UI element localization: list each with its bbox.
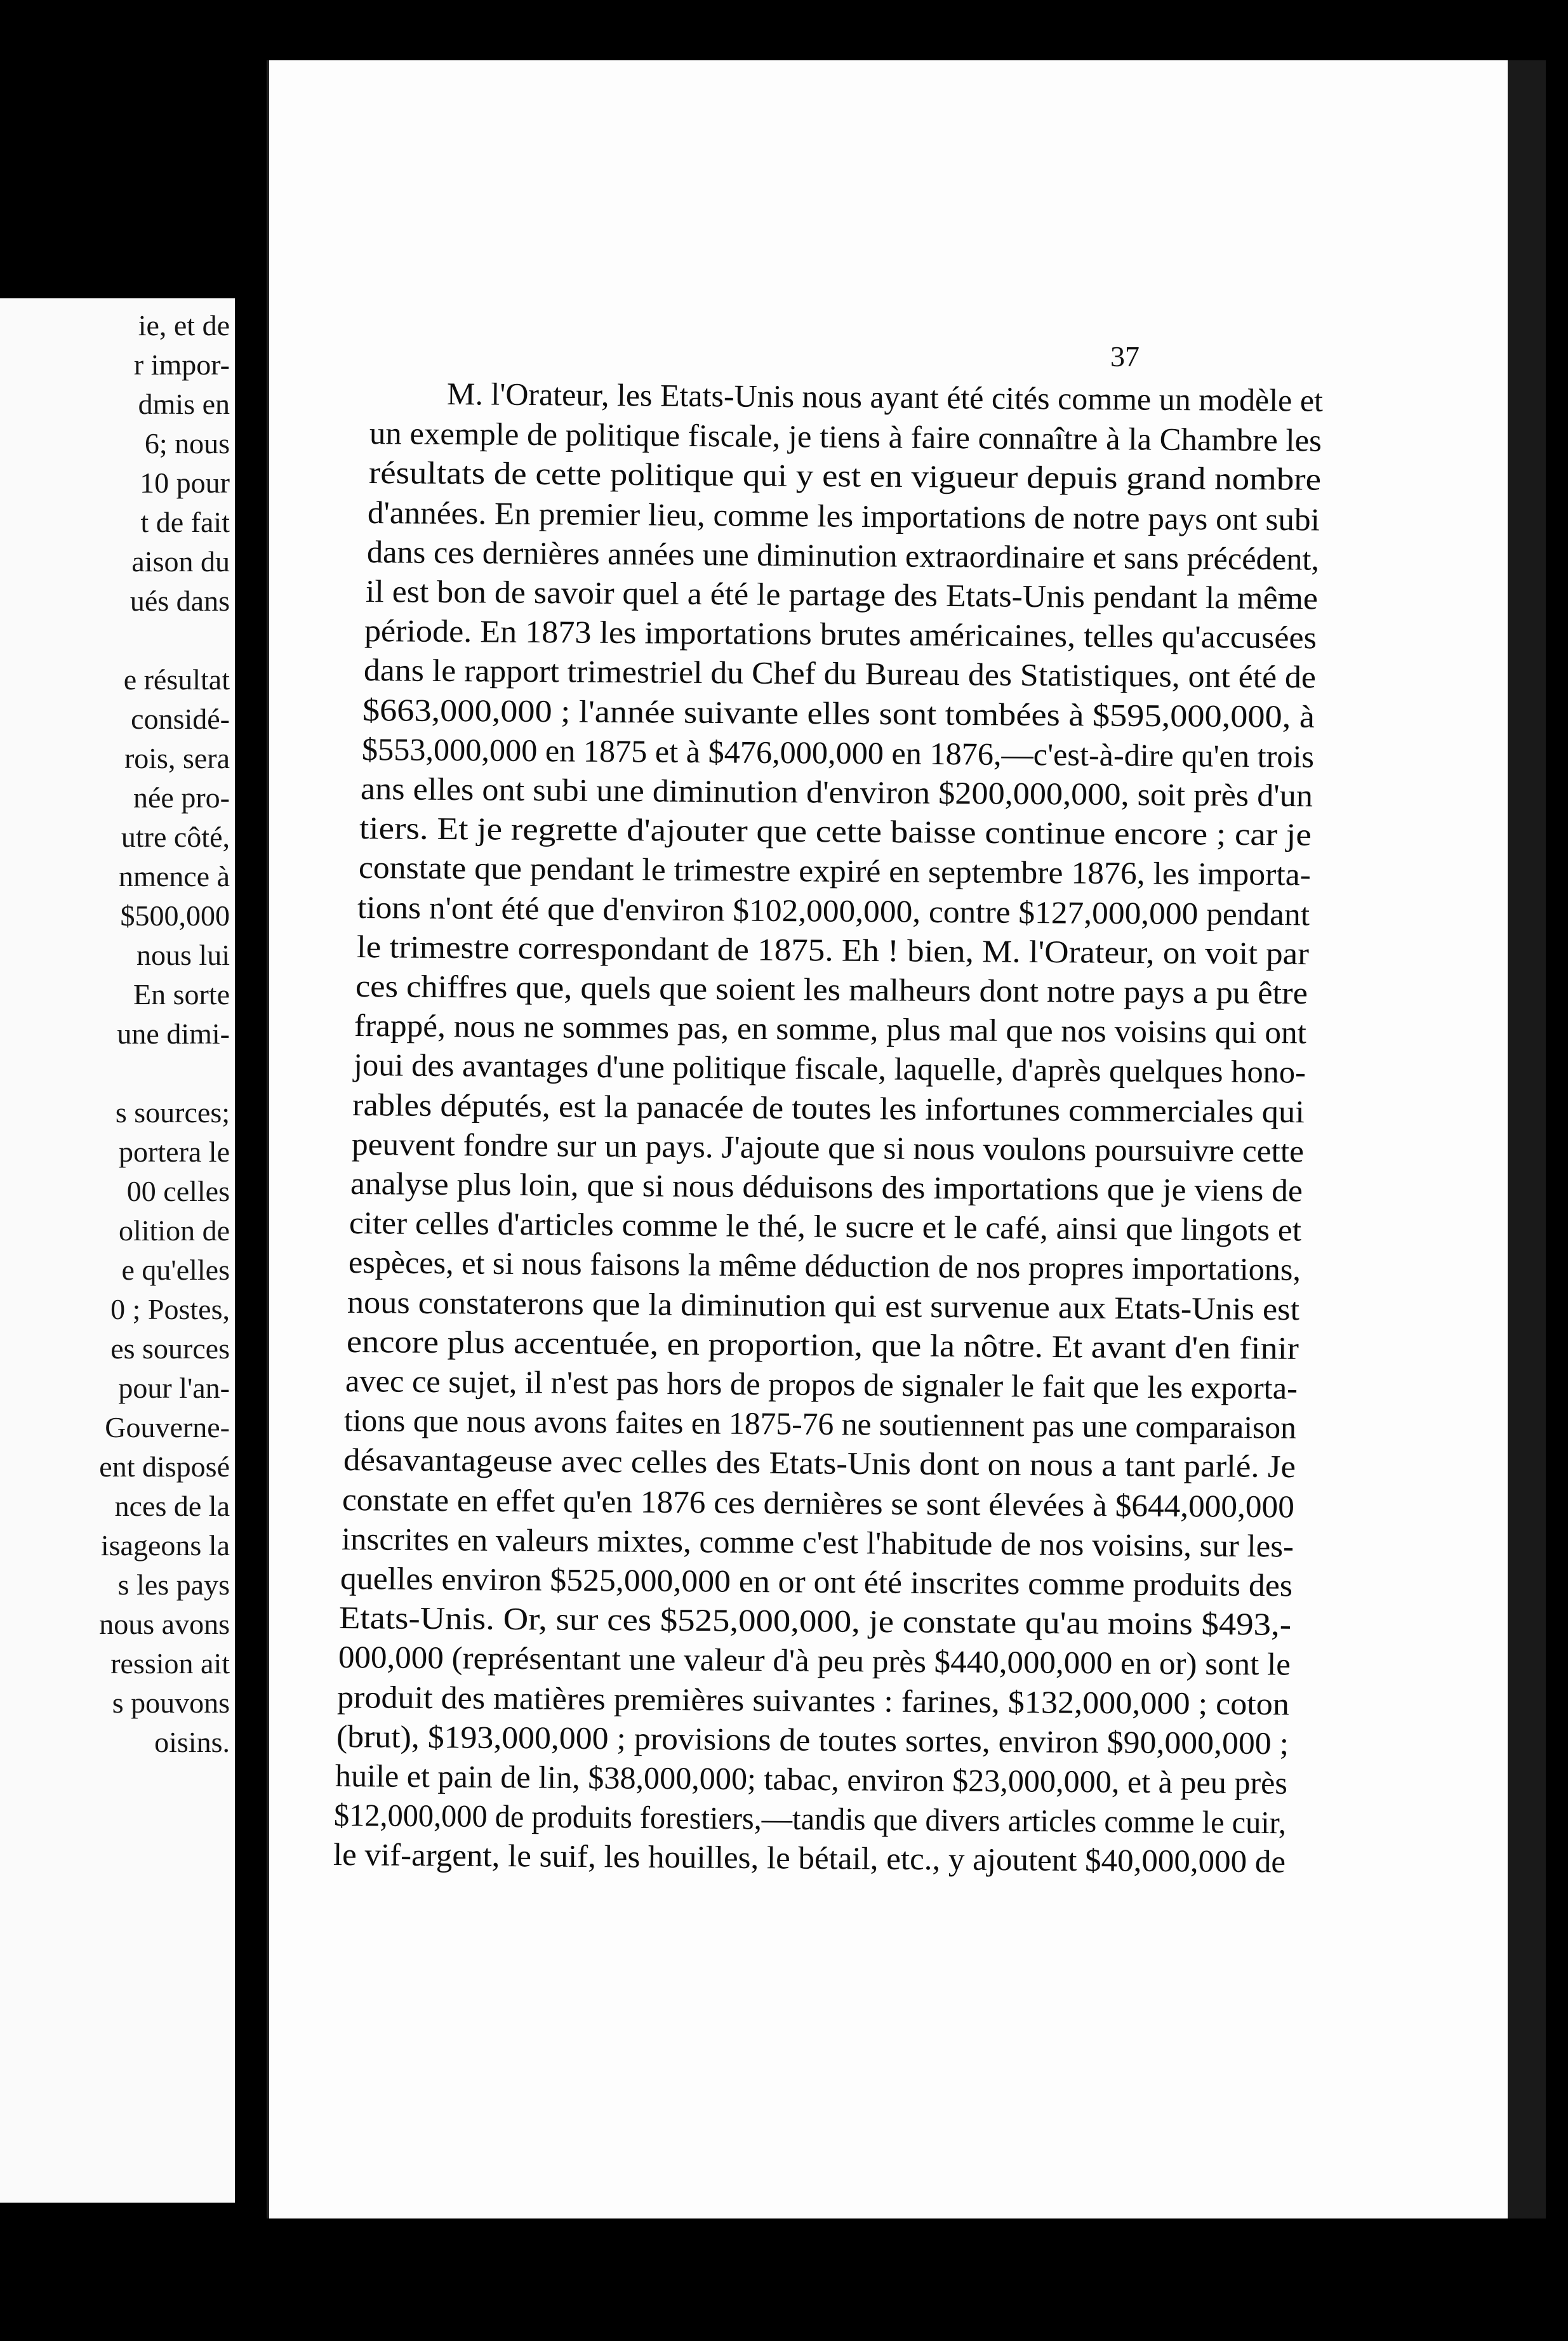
body-line: analyse plus loin, que si nous déduisons des importations que je viens de	[350, 1165, 1303, 1209]
left-page-line: nces de la	[114, 1490, 230, 1522]
body-line: $12,000,000 de produits forestiers,—tandis que divers articles comme le cuir,	[334, 1797, 1287, 1841]
body-line: ans elles ont subi une diminution d'environ $200,000,000, soit près d'un	[360, 771, 1313, 814]
left-page-line: 00 celles	[126, 1175, 230, 1207]
body-line: ces chiffres que, quels que soient les malheurs dont notre pays a pu être	[355, 968, 1308, 1011]
body-line: d'années. En premier lieu, comme les importations de notre pays ont subi	[367, 494, 1320, 538]
left-page-line: En sorte	[133, 978, 230, 1011]
body-line: un exemple de politique fiscale, je tiens à faire connaître à la Chambre les	[369, 415, 1322, 458]
left-page-line: ués dans	[130, 585, 230, 617]
left-page-line: aison du	[131, 545, 230, 578]
body-line: huile et pain de lin, $38,000,000; tabac, environ $23,000,000, et à peu près	[335, 1758, 1288, 1801]
body-line: désavantageuse avec celles des Etats-Unis dont on nous a tant parlé. Je	[343, 1442, 1296, 1485]
left-page-line: $500,000	[120, 899, 230, 932]
left-page-line: 10 pour	[140, 467, 230, 499]
body-line: avec ce sujet, il n'est pas hors de propos de signaler le fait que les exporta-	[345, 1363, 1298, 1406]
body-line: $663,000,000 ; l'année suivante elles sont tombées à $595,000,000, à	[362, 691, 1315, 734]
left-page-line: pour l'an-	[118, 1372, 230, 1404]
left-page-line: r impor-	[133, 348, 230, 381]
left-page-line: nmence à	[119, 860, 230, 892]
body-line: dans ces dernières années une diminution extraordinaire et sans précédent,	[366, 533, 1319, 577]
body-line: 000,000 (représentant une valeur d'à peu près $440,000,000 en or) sont le	[338, 1639, 1291, 1682]
left-page-line: Gouverne-	[105, 1411, 230, 1443]
body-line: tions que nous avons faites en 1875-76 ne soutiennent pas une comparaison	[344, 1402, 1297, 1446]
body-line: frappé, nous ne sommes pas, en somme, plus mal que nos voisins qui ont	[354, 1007, 1307, 1051]
left-page-line: s sources;	[115, 1096, 230, 1129]
left-page-line: nous avons	[99, 1608, 230, 1640]
body-line: nous constaterons que la diminution qui est survenue aux Etats-Unis est	[347, 1283, 1300, 1327]
body-line: peuvent fondre sur un pays. J'ajoute que si nous voulons poursuivre cette	[351, 1125, 1304, 1169]
left-page-line: ent disposé	[99, 1450, 230, 1483]
page-number: 37	[1110, 340, 1139, 373]
body-line: quelles environ $525,000,000 en or ont été inscrites comme produits des	[340, 1560, 1293, 1603]
body-line: le vif-argent, le suif, les houilles, le bétail, etc., y ajoutent $40,000,000 de	[333, 1836, 1286, 1880]
left-page-line: née pro-	[133, 781, 230, 814]
body-line: rables députés, est la panacée de toutes les infortunes commerciales qui	[352, 1086, 1305, 1129]
left-page-line: olition de	[118, 1214, 230, 1247]
left-page-line: s les pays	[117, 1568, 230, 1601]
left-page-line: ie, et de	[138, 309, 230, 342]
body-line: produit des matières premières suivantes : farines, $132,000,000 ; coton	[336, 1678, 1290, 1721]
left-page-line: t de fait	[140, 506, 230, 538]
body-line: dans le rapport trimestriel du Chef du Bureau des Statistiques, ont été de	[363, 652, 1316, 695]
left-page-line: portera le	[119, 1136, 230, 1168]
left-page-line: rois, sera	[124, 742, 230, 774]
body-line: inscrites en valeurs mixtes, comme c'est l'habitude de nos voisins, sur les-	[341, 1520, 1294, 1564]
body-line: espèces, et si nous faisons la même déduction de nos propres importations,	[348, 1244, 1301, 1288]
body-line: (brut), $193,000,000 ; provisions de toutes sortes, environ $90,000,000 ;	[336, 1718, 1289, 1761]
body-line: il est bon de savoir quel a été le partage des Etats-Unis pendant la même	[365, 573, 1319, 616]
left-page-line: utre côté,	[121, 821, 230, 853]
body-line: tions n'ont été que d'environ $102,000,000, contre $127,000,000 pendant	[357, 889, 1310, 932]
left-page-line: 0 ; Postes,	[110, 1293, 230, 1325]
body-line: période. En 1873 les importations brutes américaines, telles qu'accusées	[364, 613, 1317, 656]
page-edge	[1508, 60, 1546, 2218]
left-page-line: s pouvons	[112, 1687, 230, 1719]
left-page-line: nous lui	[136, 939, 230, 971]
left-page-line: 6; nous	[144, 427, 230, 460]
body-line: joui des avantages d'une politique fiscale, laquelle, d'après quelques hono-	[353, 1047, 1306, 1091]
left-page-line: e résultat	[123, 663, 230, 696]
left-page-line: dmis en	[138, 388, 230, 420]
left-page-line: oisins.	[154, 1726, 230, 1758]
main-page	[267, 60, 1510, 2218]
body-line: encore plus accentuée, en proportion, que la nôtre. Et avant d'en finir	[346, 1323, 1299, 1366]
body-line: constate que pendant le trimestre expiré en septembre 1876, les importa-	[358, 849, 1311, 892]
body-line: $553,000,000 en 1875 et à $476,000,000 en 1876,—c'est-à-dire qu'en trois	[361, 731, 1314, 774]
left-page-fragment	[0, 298, 235, 2203]
body-line: citer celles d'articles comme le thé, le sucre et le café, ainsi que lingots et	[349, 1205, 1302, 1248]
body-line: résultats de cette politique qui y est en vigueur depuis grand nombre	[368, 454, 1322, 498]
left-page-line: une dimi-	[117, 1018, 230, 1050]
left-page-line: isageons la	[100, 1529, 230, 1562]
body-line: constate en effet qu'en 1876 ces dernières se sont élevées à $644,000,000	[342, 1481, 1295, 1525]
body-line: tiers. Et je regrette d'ajouter que cette baisse continue encore ; car je	[359, 810, 1312, 852]
left-page-line: es sources	[110, 1332, 230, 1365]
left-page-line: considé-	[131, 703, 230, 735]
body-line: le trimestre correspondant de 1875. Eh ! bien, M. l'Orateur, on voit par	[356, 928, 1309, 971]
body-line: Etats-Unis. Or, sur ces $525,000,000, je constate qu'au moins $493,-	[339, 1600, 1292, 1642]
left-page-line: ression ait	[110, 1647, 230, 1680]
body-line: M. l'Orateur, les Etats-Unis nous ayant été cités comme un modèle et	[446, 376, 1324, 418]
left-page-line: e qu'elles	[121, 1254, 230, 1286]
